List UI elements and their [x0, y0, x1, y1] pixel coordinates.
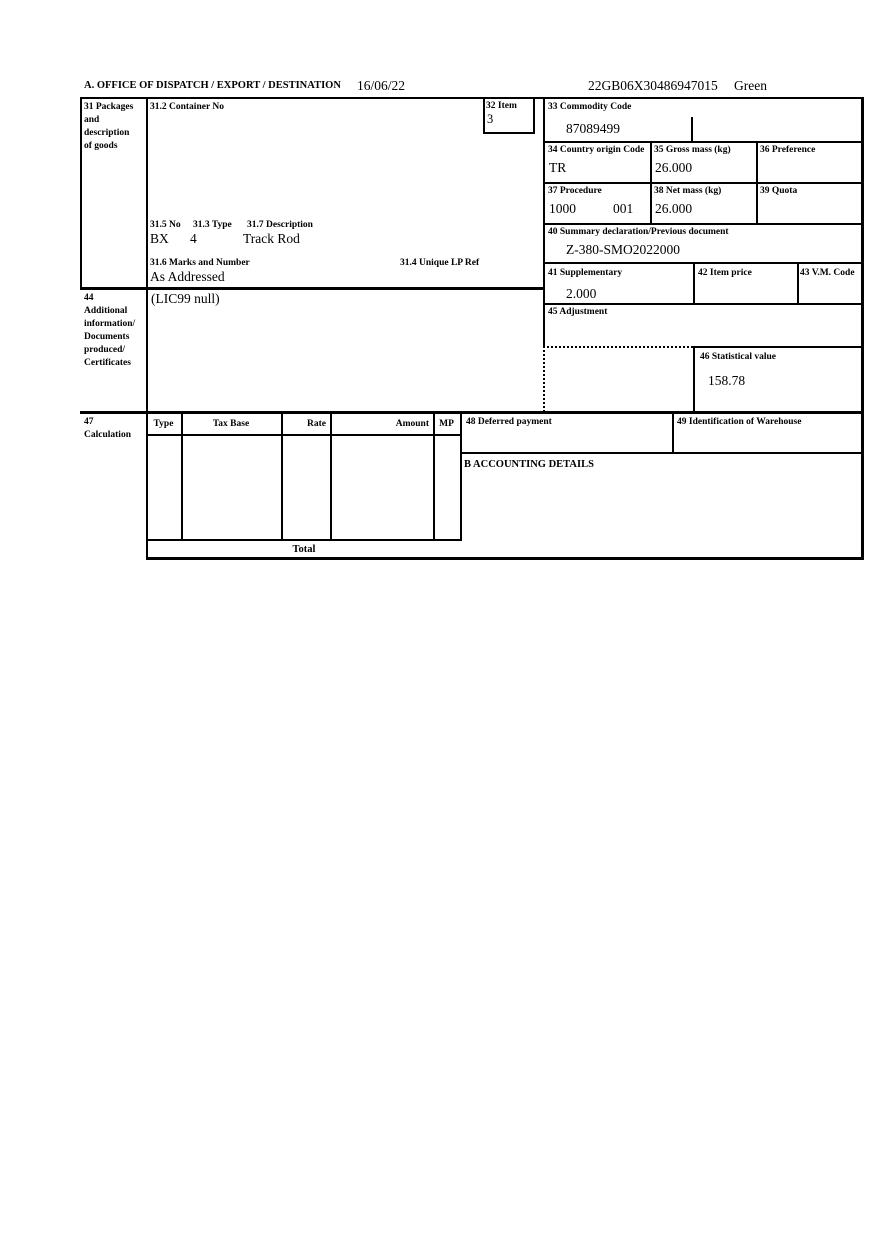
dotted-divider-line — [543, 346, 545, 412]
box34-country-origin-value: TR — [549, 160, 567, 175]
divider-line — [756, 141, 758, 225]
divider-line — [483, 97, 485, 134]
box31-label: 31 Packages and description of goods — [84, 102, 134, 151]
table-column-line — [433, 411, 435, 541]
box46-statistical-value-label: 46 Statistical value — [700, 352, 776, 362]
box31-7-description-value: Track Rod — [243, 231, 300, 246]
table-column-line — [181, 411, 183, 541]
divider-line — [543, 262, 863, 264]
box37-procedure-label: 37 Procedure — [548, 186, 602, 196]
box44-label: 44 Additional information/ Documents produced/ Certificates — [84, 293, 136, 368]
box31-3-type-label: 31.3 Type — [193, 220, 232, 230]
box47-calculation-label: 47 Calculation — [84, 417, 131, 440]
box41-supplementary-label: 41 Supplementary — [548, 268, 623, 278]
divider-line — [693, 262, 695, 305]
box45-adjustment-label: 45 Adjustment — [548, 307, 608, 317]
routing-status: Green — [734, 78, 767, 93]
box42-item-price-label: 42 Item price — [698, 268, 752, 278]
box37-procedure-value-2: 001 — [613, 201, 634, 216]
office-of-dispatch-title: A. OFFICE OF DISPATCH / EXPORT / DESTINATION — [84, 80, 341, 91]
calc-header-rate: Rate — [307, 419, 326, 429]
divider-line — [543, 141, 863, 143]
divider-line — [650, 141, 652, 225]
divider-line — [543, 303, 863, 305]
table-column-line — [281, 411, 283, 541]
movement-reference-number: 22GB06X30486947015 — [588, 78, 718, 93]
table-header-line — [146, 434, 462, 436]
box33-commodity-code-value: 87089499 — [566, 121, 620, 136]
box48-deferred-payment-label: 48 Deferred payment — [466, 417, 552, 427]
box43-vm-code-label: 43 V.M. Code — [800, 268, 855, 278]
box39-quota-label: 39 Quota — [760, 186, 798, 196]
divider-line — [460, 452, 863, 454]
calc-header-amount: Amount — [395, 419, 429, 429]
divider-line — [543, 182, 863, 184]
divider-line — [533, 97, 535, 134]
box31-5-no-label: 31.5 No — [150, 220, 181, 230]
box35-gross-mass-value: 26.000 — [655, 160, 693, 175]
divider-line — [543, 223, 863, 225]
divider-line — [483, 132, 535, 134]
calc-header-mp: MP — [439, 419, 454, 429]
table-column-line — [460, 411, 462, 541]
divider-line — [543, 97, 545, 347]
box31-6-marks-label: 31.6 Marks and Number — [150, 258, 250, 268]
box35-gross-mass-label: 35 Gross mass (kg) — [654, 145, 731, 155]
box31-3-type-value: 4 — [190, 231, 197, 246]
calc-header-tax-base: Tax Base — [212, 419, 250, 429]
table-column-line — [330, 411, 332, 541]
border-line — [146, 557, 863, 560]
divider-line — [693, 346, 695, 412]
box31-5-no-value: BX — [150, 231, 169, 246]
box41-supplementary-value: 2.000 — [566, 286, 597, 301]
divider-line — [691, 117, 693, 143]
border-line — [80, 97, 82, 290]
declaration-date: 16/06/22 — [357, 78, 406, 93]
box46-statistical-value: 158.78 — [708, 373, 746, 388]
box31-4-unique-lp-ref-label: 31.4 Unique LP Ref — [400, 258, 480, 268]
divider-line — [797, 262, 799, 305]
divider-line — [693, 346, 863, 348]
box44-value: (LIC99 null) — [151, 291, 220, 306]
divider-line — [146, 97, 148, 559]
section-separator-line — [80, 411, 863, 414]
calc-header-type: Type — [153, 419, 174, 429]
border-line — [80, 97, 864, 99]
box32-item-value: 3 — [487, 112, 494, 126]
divider-line — [672, 411, 674, 454]
calc-total-label: Total — [292, 544, 316, 555]
box36-preference-label: 36 Preference — [760, 145, 816, 155]
section-separator-line — [80, 287, 545, 290]
border-line — [861, 97, 864, 560]
box38-net-mass-label: 38 Net mass (kg) — [654, 186, 722, 196]
box37-procedure-value-1: 1000 — [549, 201, 576, 216]
box32-item-label: 32 Item — [486, 101, 517, 111]
box31-2-container-no-label: 31.2 Container No — [150, 102, 224, 112]
table-bottom-line — [146, 539, 462, 541]
box38-net-mass-value: 26.000 — [655, 201, 693, 216]
box31-7-description-label: 31.7 Description — [247, 220, 313, 230]
box49-warehouse-label: 49 Identification of Warehouse — [677, 417, 802, 427]
box40-summary-declaration-value: Z-380-SMO2022000 — [566, 242, 680, 257]
box31-6-marks-value: As Addressed — [150, 269, 225, 284]
box40-summary-declaration-label: 40 Summary declaration/Previous document — [548, 227, 729, 237]
dotted-divider-line — [543, 346, 693, 348]
box34-country-origin-label: 34 Country origin Code — [548, 145, 645, 155]
box33-commodity-code-label: 33 Commodity Code — [548, 102, 632, 112]
accounting-details-label: B ACCOUNTING DETAILS — [464, 459, 594, 470]
